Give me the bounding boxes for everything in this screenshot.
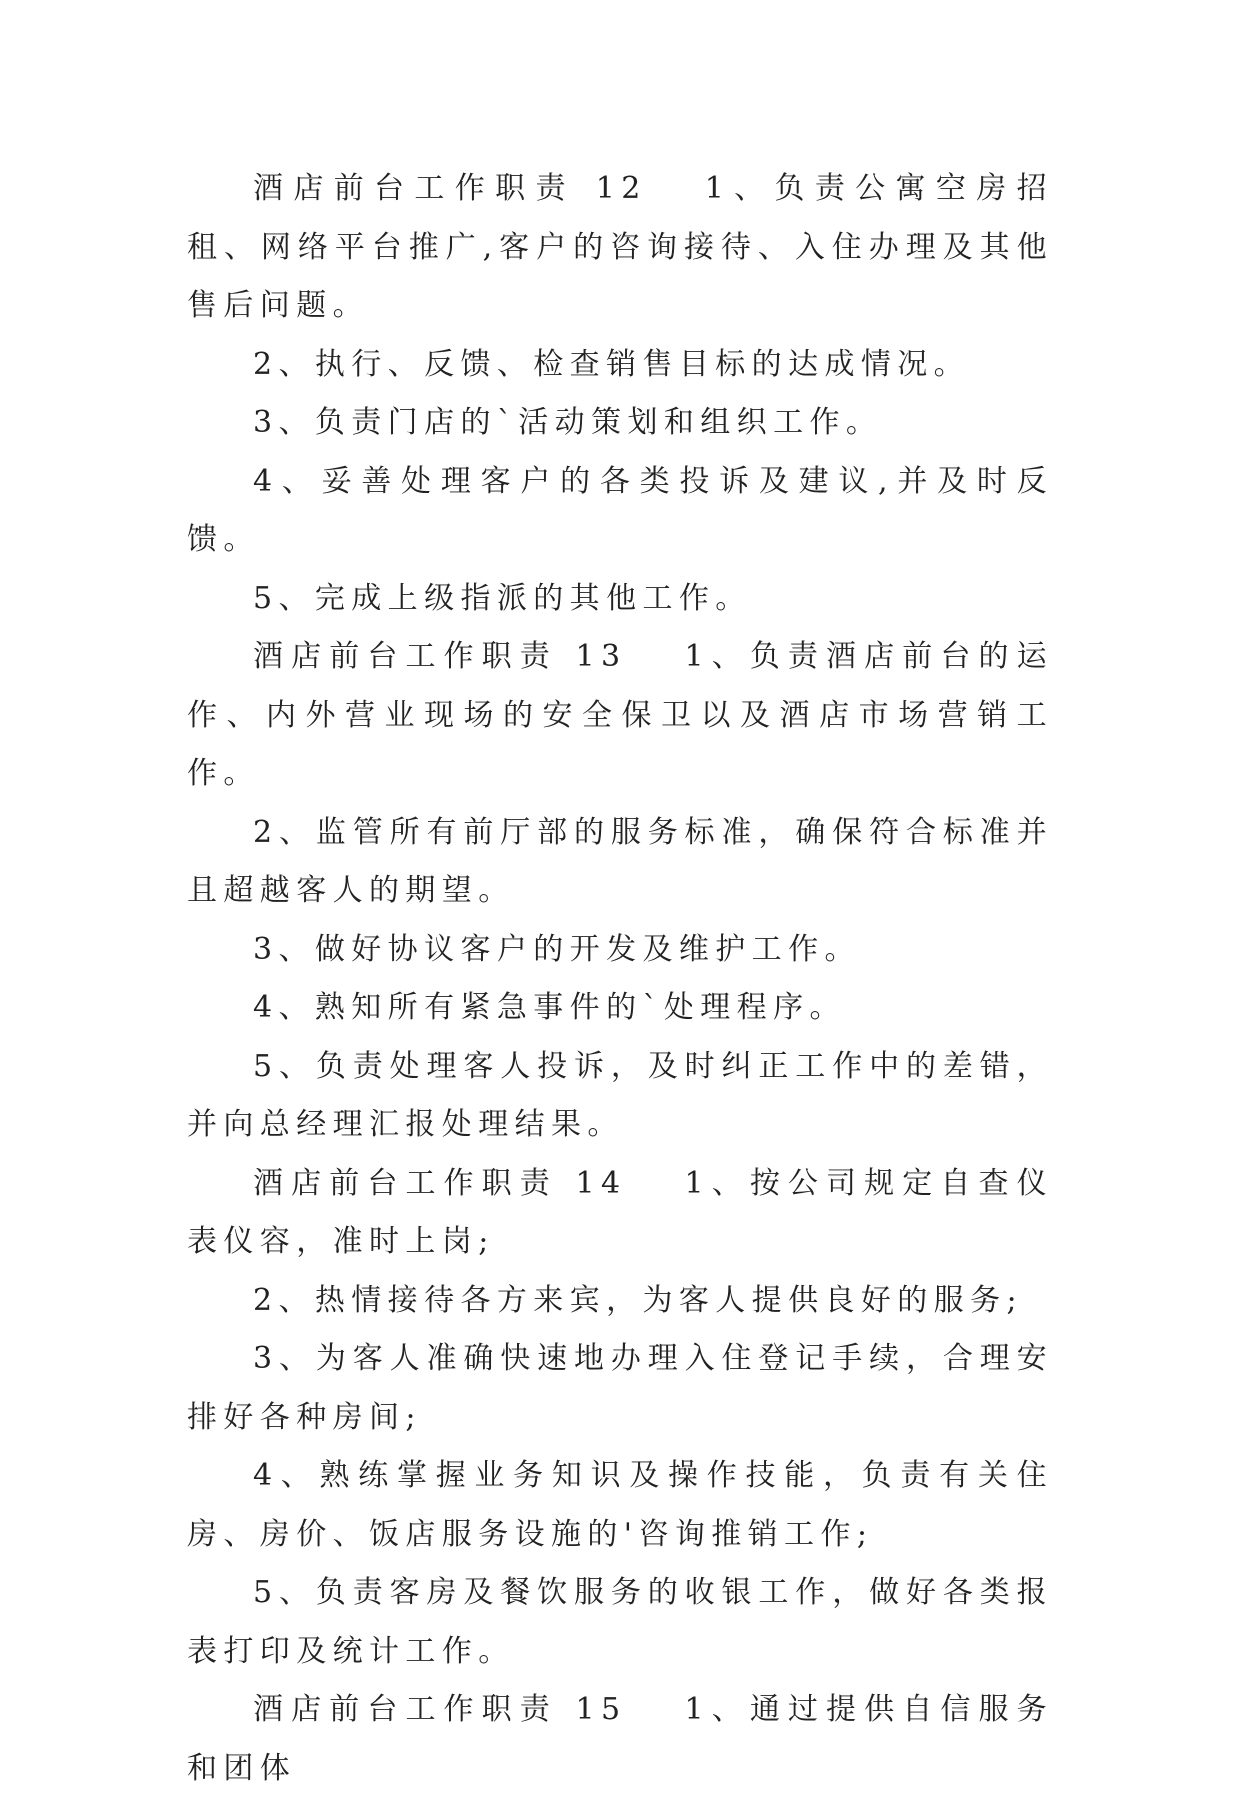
paragraph xyxy=(187,570,1053,629)
paragraph xyxy=(187,1038,1053,1155)
paragraph-text: 3、负责门店的`活动策划和组织工作。 xyxy=(253,405,883,440)
paragraph-text: 2、执行、反馈、检查销售目标的达成情况。 xyxy=(253,346,971,382)
paragraph xyxy=(187,804,1053,921)
paragraph xyxy=(187,1272,1053,1331)
document-body xyxy=(187,160,1053,1798)
paragraph-text: 3、做好协议客户的开发及维护工作。 xyxy=(253,931,861,967)
section-heading: 酒店前台工作职责 14 xyxy=(253,1165,627,1201)
paragraph-text: 2、热情接待各方来宾，为客人提供良好的服务; xyxy=(253,1282,1023,1318)
paragraph xyxy=(187,1447,1053,1564)
paragraph xyxy=(187,1330,1053,1447)
paragraph xyxy=(187,1564,1053,1681)
paragraph xyxy=(187,921,1053,980)
paragraph-text: 4、妥善处理客户的各类投诉及建议,并及时反馈。 xyxy=(187,463,1053,557)
paragraph-text: 4、熟练掌握业务知识及操作技能，负责有关住房、房价、饭店服务设施的'咨询推销工作; xyxy=(187,1458,1053,1552)
paragraph-text: 1、按公司规定自查仪表仪容，准时上岗; xyxy=(187,1165,1053,1259)
section-heading: 酒店前台工作职责 13 xyxy=(253,639,627,674)
section-heading: 酒店前台工作职责 15 xyxy=(253,1692,627,1727)
paragraph-text: 1、通过提供自信服务和团体 xyxy=(187,1692,1053,1786)
paragraph-text: 5、完成上级指派的其他工作。 xyxy=(253,580,752,616)
paragraph xyxy=(187,1155,1053,1272)
paragraph-text: 1、负责酒店前台的运作、内外营业现场的安全保卫以及酒店市场营销工作。 xyxy=(187,639,1053,791)
paragraph xyxy=(187,1681,1053,1798)
paragraph xyxy=(187,979,1053,1038)
paragraph xyxy=(187,160,1053,336)
paragraph-text: 4、熟知所有紧急事件的`处理程序。 xyxy=(253,990,846,1025)
paragraph-text: 5、负责客房及餐饮服务的收银工作，做好各类报表打印及统计工作。 xyxy=(187,1575,1053,1669)
paragraph-text: 3、为客人准确快速地办理入住登记手续，合理安排好各种房间; xyxy=(187,1341,1053,1435)
paragraph-text: 1、负责公寓空房招租、网络平台推广,客户的咨询接待、入住办理及其他售后问题。 xyxy=(187,171,1053,323)
paragraph xyxy=(187,628,1053,804)
section-heading: 酒店前台工作职责 12 xyxy=(253,171,647,206)
paragraph-text: 5、负责处理客人投诉，及时纠正工作中的差错，并向总经理汇报处理结果。 xyxy=(187,1048,1053,1142)
paragraph-text: 2、监管所有前厅部的服务标准，确保符合标准并且超越客人的期望。 xyxy=(187,814,1053,908)
paragraph xyxy=(187,394,1053,453)
paragraph xyxy=(187,336,1053,395)
paragraph xyxy=(187,453,1053,570)
